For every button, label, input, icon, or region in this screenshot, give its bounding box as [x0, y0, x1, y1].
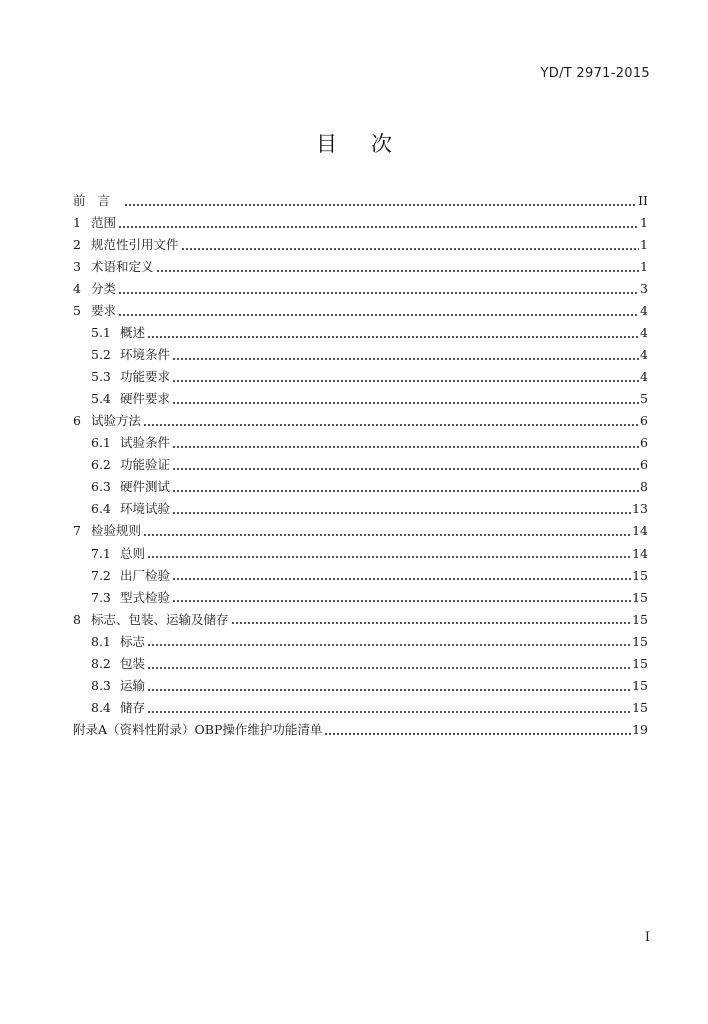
dot-leader: [172, 578, 631, 580]
toc-entry-number: 8: [73, 611, 81, 627]
toc-entry-label: 术语和定义: [91, 258, 154, 274]
dot-leader: [118, 226, 639, 228]
toc-entry-number: 5.4: [91, 391, 111, 407]
toc-entry-number: 6.2: [91, 457, 111, 473]
toc-entry-number: 6: [73, 413, 81, 429]
dot-leader: [172, 402, 639, 404]
toc-entry[interactable]: [73, 278, 648, 300]
toc-entry-page: 1: [640, 214, 648, 230]
toc-entry-label: 试验方法: [91, 413, 142, 429]
toc-entry-page: 19: [632, 721, 648, 737]
toc-entry-label: 包装: [120, 655, 146, 671]
toc-entry[interactable]: [73, 697, 648, 719]
toc-entry-label: 功能验证: [120, 457, 171, 473]
toc-entry-page: 15: [632, 633, 648, 649]
dot-leader: [172, 358, 639, 360]
toc-entry-page: 15: [632, 589, 648, 605]
toc-entry[interactable]: [73, 675, 648, 697]
toc-entry-label: 总则: [120, 545, 146, 561]
toc-entry-page: 13: [632, 501, 648, 517]
toc-entry[interactable]: [73, 234, 648, 256]
toc-entry[interactable]: [73, 322, 648, 344]
toc-entry-page: 14: [632, 523, 648, 539]
toc-entry-page: 14: [632, 545, 648, 561]
toc-entry[interactable]: [73, 521, 648, 543]
toc-entry-label: 试验条件: [120, 435, 171, 451]
toc-entry-number: 5: [73, 303, 81, 318]
toc-entry-number: 6.1: [91, 435, 111, 451]
toc-entry-page: 5: [640, 391, 648, 407]
dot-leader: [147, 667, 631, 669]
dot-leader: [172, 468, 639, 470]
toc-entry-label: 要求: [91, 303, 117, 318]
toc-entry-page: II: [638, 192, 648, 208]
toc-entry-label: 环境试验: [120, 501, 171, 517]
toc-entry-page: 6: [640, 457, 648, 473]
table-of-contents: [73, 190, 648, 741]
dot-leader: [172, 600, 631, 602]
dot-leader: [172, 380, 639, 382]
dot-leader: [118, 292, 639, 294]
toc-entry-number: 8.3: [91, 677, 111, 693]
toc-entry-page: 6: [640, 413, 648, 429]
dot-leader: [231, 622, 632, 624]
toc-entry-number: 6.3: [91, 479, 111, 495]
toc-entry-number: 8.4: [91, 699, 111, 715]
toc-entry[interactable]: [73, 499, 648, 521]
toc-entry-page: 4: [640, 347, 648, 363]
toc-entry-number: 5.2: [91, 347, 111, 363]
toc-entry-number: 7.3: [91, 589, 111, 605]
toc-entry-number: 5.1: [91, 325, 111, 341]
toc-entry-label: 标志: [120, 633, 146, 649]
toc-entry[interactable]: [73, 190, 648, 212]
toc-entry-page: 6: [640, 435, 648, 451]
toc-entry-number: 4: [73, 280, 81, 296]
toc-entry-number: 8.2: [91, 655, 111, 671]
toc-entry-page: 15: [632, 699, 648, 715]
toc-entry-number: 5.3: [91, 369, 111, 385]
toc-entry-page: 8: [640, 479, 648, 495]
toc-entry-label: 环境条件: [120, 347, 171, 363]
toc-entry[interactable]: [73, 631, 648, 653]
toc-entry-page: 3: [640, 280, 648, 296]
dot-leader: [124, 204, 637, 206]
toc-entry-page: 4: [640, 325, 648, 341]
toc-entry-label: 型式检验: [120, 589, 171, 605]
toc-entry[interactable]: [73, 543, 648, 565]
toc-entry-page: 15: [632, 677, 648, 693]
toc-entry-label: 分类: [91, 280, 117, 296]
toc-entry[interactable]: [73, 366, 648, 388]
dot-leader: [147, 644, 631, 646]
toc-entry-number: 2: [73, 236, 81, 252]
standard-number: YD/T 2971-2015: [540, 66, 650, 81]
toc-entry-number: 7.1: [91, 545, 111, 561]
toc-entry[interactable]: [73, 719, 648, 741]
dot-leader: [147, 711, 631, 713]
toc-entry-label: 运输: [120, 677, 146, 693]
toc-entry[interactable]: [73, 455, 648, 477]
toc-entry-page: 1: [640, 258, 648, 274]
toc-entry[interactable]: [73, 565, 648, 587]
toc-entry-label: 检验规则: [91, 523, 142, 539]
dot-leader: [156, 270, 640, 272]
toc-entry-number: 3: [73, 258, 81, 274]
toc-entry-label: 储存: [120, 699, 146, 715]
toc-entry[interactable]: [73, 212, 648, 234]
toc-entry-number: 6.4: [91, 501, 111, 517]
toc-entry-label: 概述: [120, 325, 146, 341]
dot-leader: [147, 556, 631, 558]
dot-leader: [172, 446, 639, 448]
toc-entry[interactable]: [73, 477, 648, 499]
toc-entry-label: 前言: [73, 192, 123, 208]
toc-entry[interactable]: [73, 587, 648, 609]
toc-entry[interactable]: [73, 388, 648, 410]
toc-entry[interactable]: [73, 344, 648, 366]
toc-entry-label: 硬件要求: [120, 391, 171, 407]
toc-entry[interactable]: [73, 653, 648, 675]
toc-entry-page: 15: [632, 567, 648, 583]
toc-entry-number: 1: [73, 214, 81, 230]
toc-entry-label: 规范性引用文件: [91, 236, 179, 252]
toc-entry[interactable]: [73, 433, 648, 455]
dot-leader: [143, 424, 639, 426]
dot-leader: [172, 490, 639, 492]
toc-entry[interactable]: [73, 609, 648, 631]
toc-entry-label: 范围: [91, 214, 117, 230]
toc-entry-page: 15: [632, 655, 648, 671]
toc-entry[interactable]: [73, 300, 648, 322]
toc-entry-label: 硬件测试: [120, 479, 171, 495]
dot-leader: [324, 733, 631, 735]
dot-leader: [181, 248, 640, 250]
toc-entry-label: 附录A（资料性附录）OBP操作维护功能清单: [73, 721, 323, 737]
toc-entry-label: 出厂检验: [120, 567, 171, 583]
page-number: I: [644, 930, 650, 945]
toc-entry-number: 7: [73, 523, 81, 539]
toc-entry-page: 1: [640, 236, 648, 252]
dot-leader: [172, 512, 631, 514]
dot-leader: [147, 689, 631, 691]
toc-entry-page: 4: [640, 303, 648, 318]
dot-leader: [118, 314, 639, 316]
dot-leader: [147, 336, 639, 338]
toc-entry-page: 15: [632, 611, 648, 627]
dot-leader: [143, 534, 631, 536]
toc-entry-page: 4: [640, 369, 648, 385]
toc-entry[interactable]: [73, 256, 648, 278]
toc-entry-number: 7.2: [91, 567, 111, 583]
toc-entry-label: 功能要求: [120, 369, 171, 385]
toc-entry-number: 8.1: [91, 633, 111, 649]
toc-entry-label: 标志、包装、运输及储存: [91, 611, 229, 627]
toc-entry[interactable]: [73, 410, 648, 432]
page-title: 目次: [316, 132, 426, 156]
